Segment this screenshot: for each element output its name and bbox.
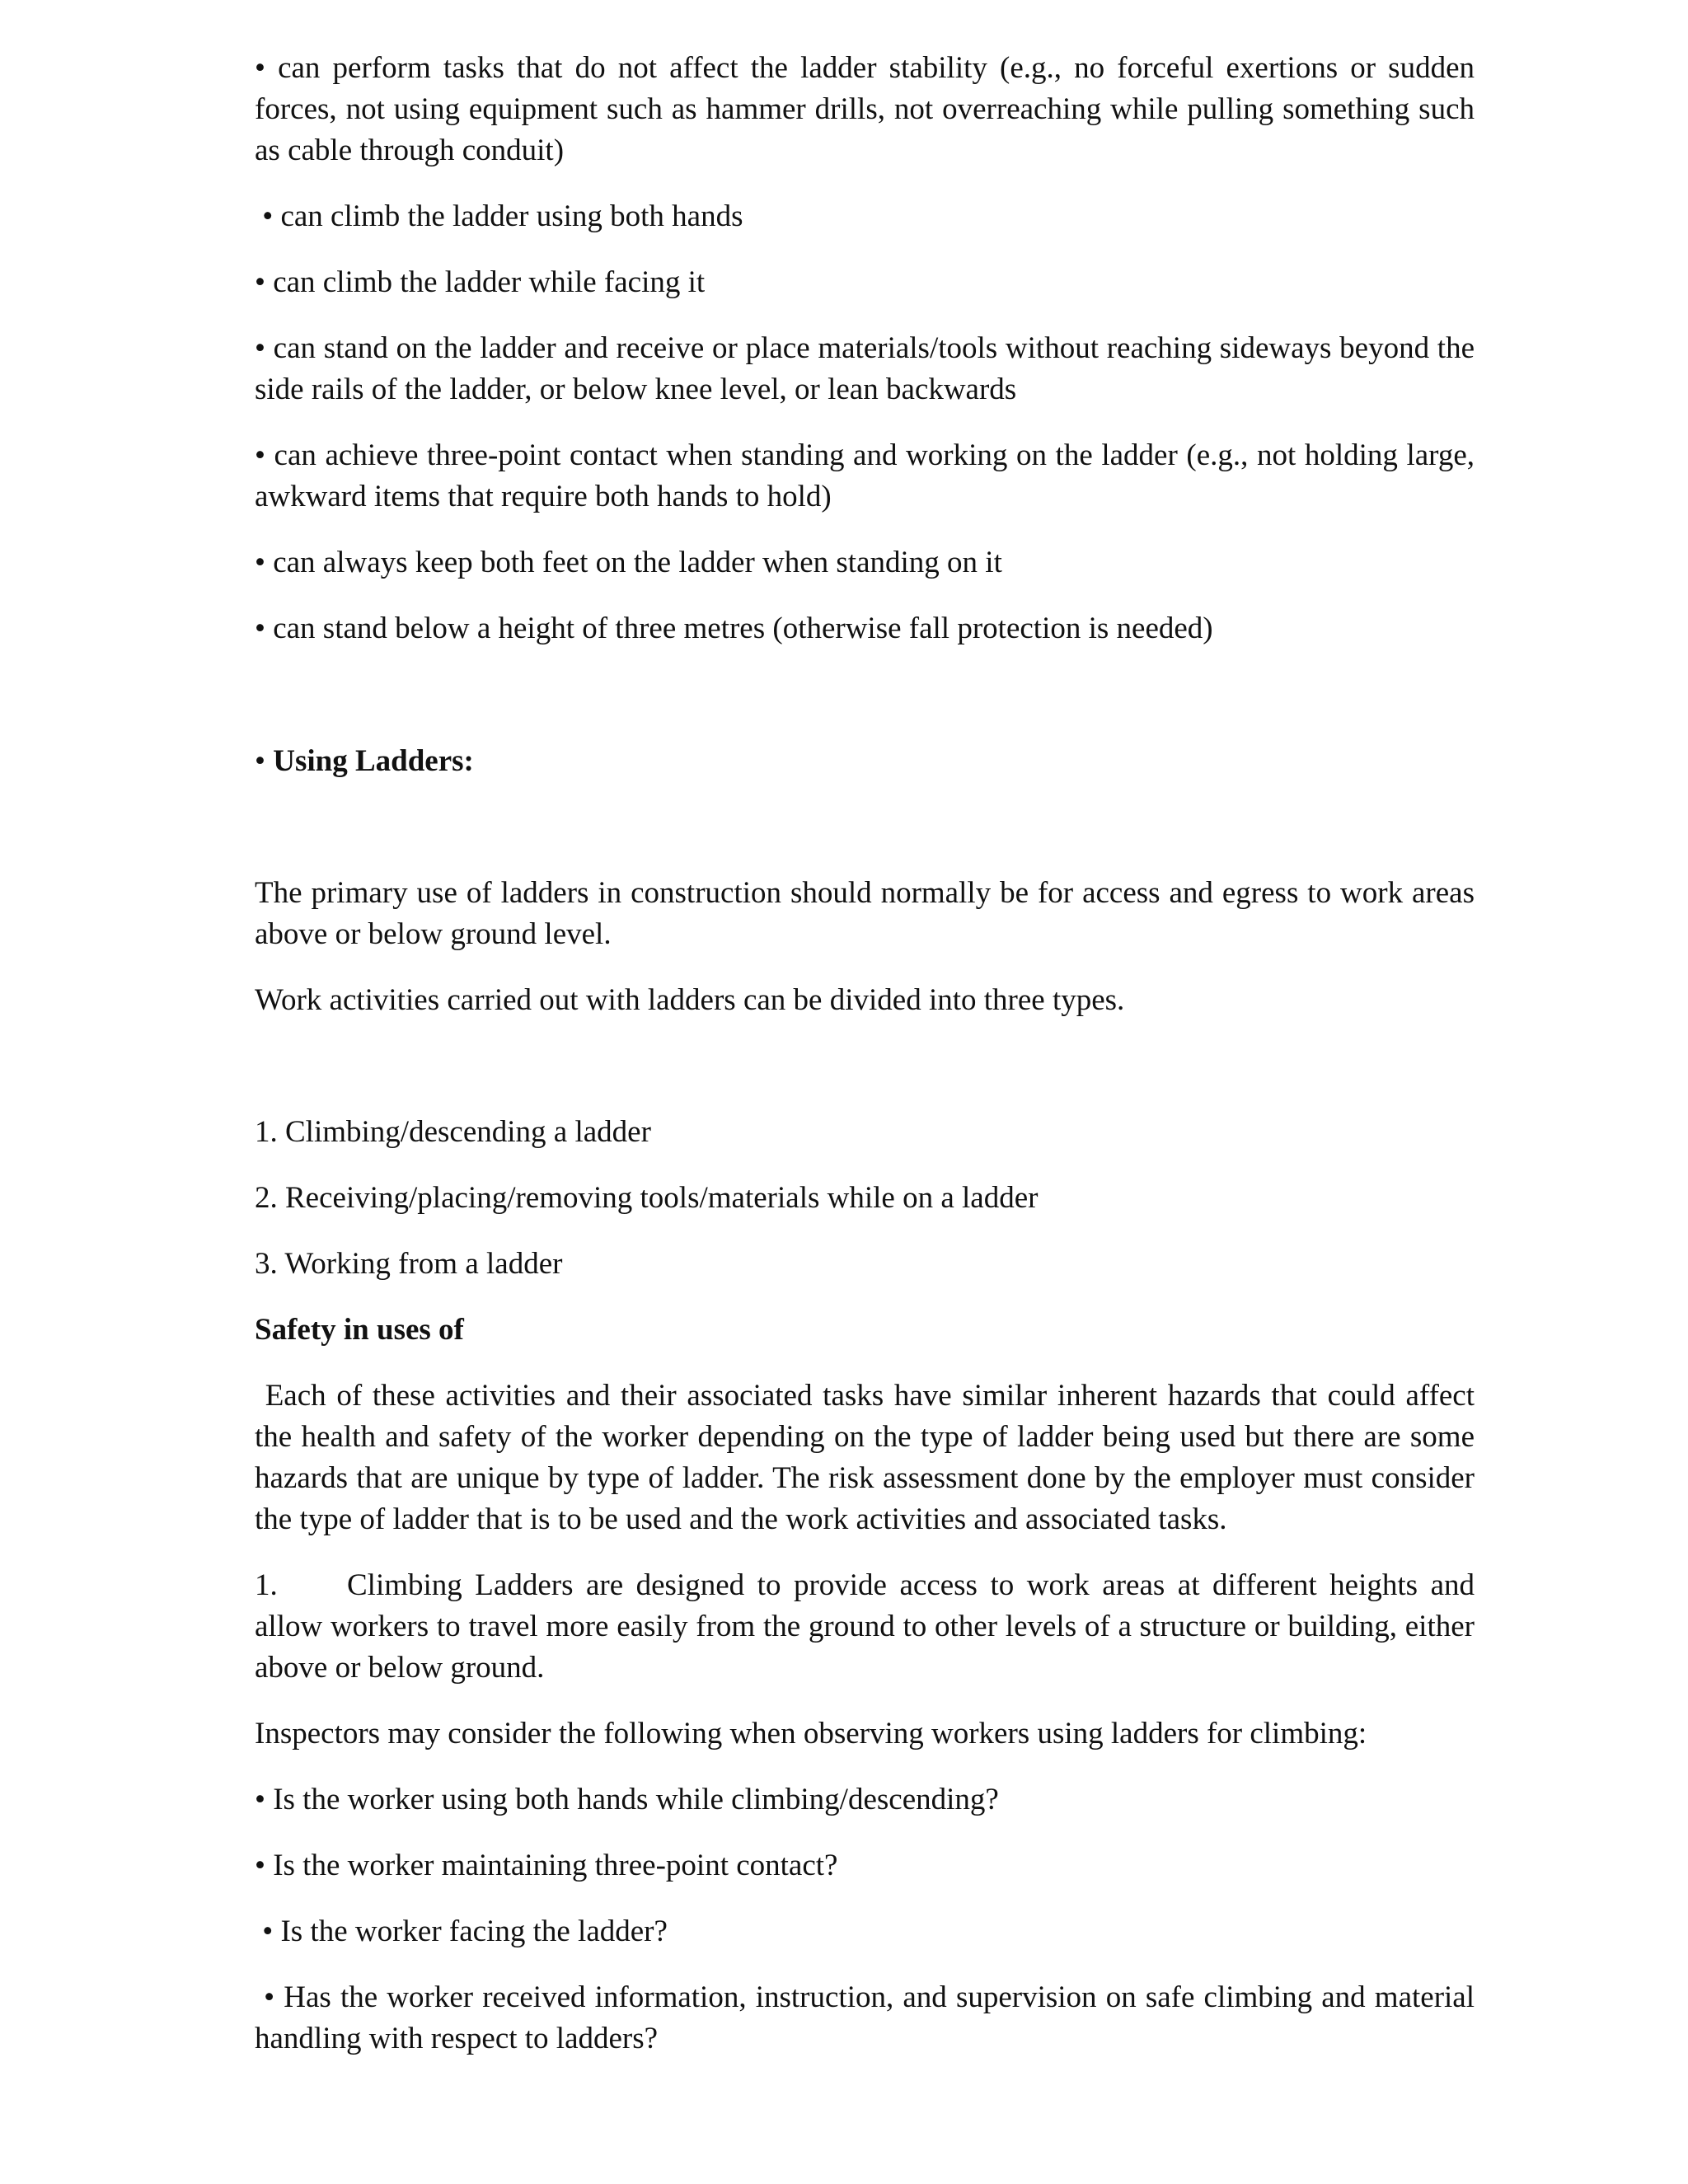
safety-heading: Safety in uses of [255,1313,464,1347]
safety-paragraph: Each of these activities and their associated tasks have similar inherent hazards that could affect the health and safety of the worker depending on the type of ladder being used but there are some hazards that are unique by type of ladder. The risk assessment done by the employer must consider the type of ladder that is to be used and the work activities and associated tasks. [255,1379,1483,1536]
question-item: • Is the worker maintaining three-point contact? [255,1849,838,1882]
question-item: • Has the worker received information, instruction, and supervision on safe climbing and material handling with respect to ladders? [255,1980,1483,2055]
bullet-item: • can always keep both feet on the ladder when standing on it [255,546,1002,579]
spacer [255,807,1475,873]
bullet-item: • can climb the ladder using both hands [255,199,743,233]
climbing-paragraph [255,1565,1475,1689]
inspectors-paragraph: Inspectors may consider the following when observing workers using ladders for climbing: [255,1717,1367,1750]
bullet-item: • can perform tasks that do not affect the ladder stability (e.g., no forceful exertions or sudden forces, not using equipment such as hammer drills, not overreaching while pulling something such as cable through conduit) [255,51,1483,167]
activity-item: 2. Receiving/placing/removing tools/materials while on a ladder [255,1181,1039,1215]
spacer [255,674,1475,741]
intro-paragraph: The primary use of ladders in construction should normally be for access and egress to work areas above or below ground level. [255,876,1483,951]
heading-text: Using Ladders: [273,744,474,778]
question-item: • Is the worker using both hands while climbing/descending? [255,1783,999,1816]
bullet-item: • can achieve three-point contact when standing and working on the ladder (e.g., not holding large, awkward items that require both hands to hold) [255,438,1483,513]
document-page [255,48,1483,2084]
activity-item: 3. Working from a ladder [255,1247,563,1281]
heading-bullet: • [255,744,274,778]
bullet-item: • can climb the ladder while facing it [255,265,706,299]
bullet-item: • can stand below a height of three metres (otherwise fall protection is needed) [255,612,1213,645]
section-heading-using-ladders [255,741,1475,782]
question-item: • Is the worker facing the ladder? [255,1915,668,1948]
bullet-item: • can stand on the ladder and receive or place materials/tools without reaching sideways beyond the side rails of the ladder, or below knee level, or lean backwards [255,331,1483,406]
climbing-text: Climbing Ladders are designed to provide access to work areas at different heights and allow workers to travel more easily from the ground to other levels of a structure or building, either above or below ground. [255,1568,1475,1685]
activity-item: 1. Climbing/descending a ladder [255,1115,651,1149]
spacer [255,1046,1475,1112]
climbing-number: 1. [255,1568,278,1602]
intro-paragraph: Work activities carried out with ladders can be divided into three types. [255,983,1125,1017]
